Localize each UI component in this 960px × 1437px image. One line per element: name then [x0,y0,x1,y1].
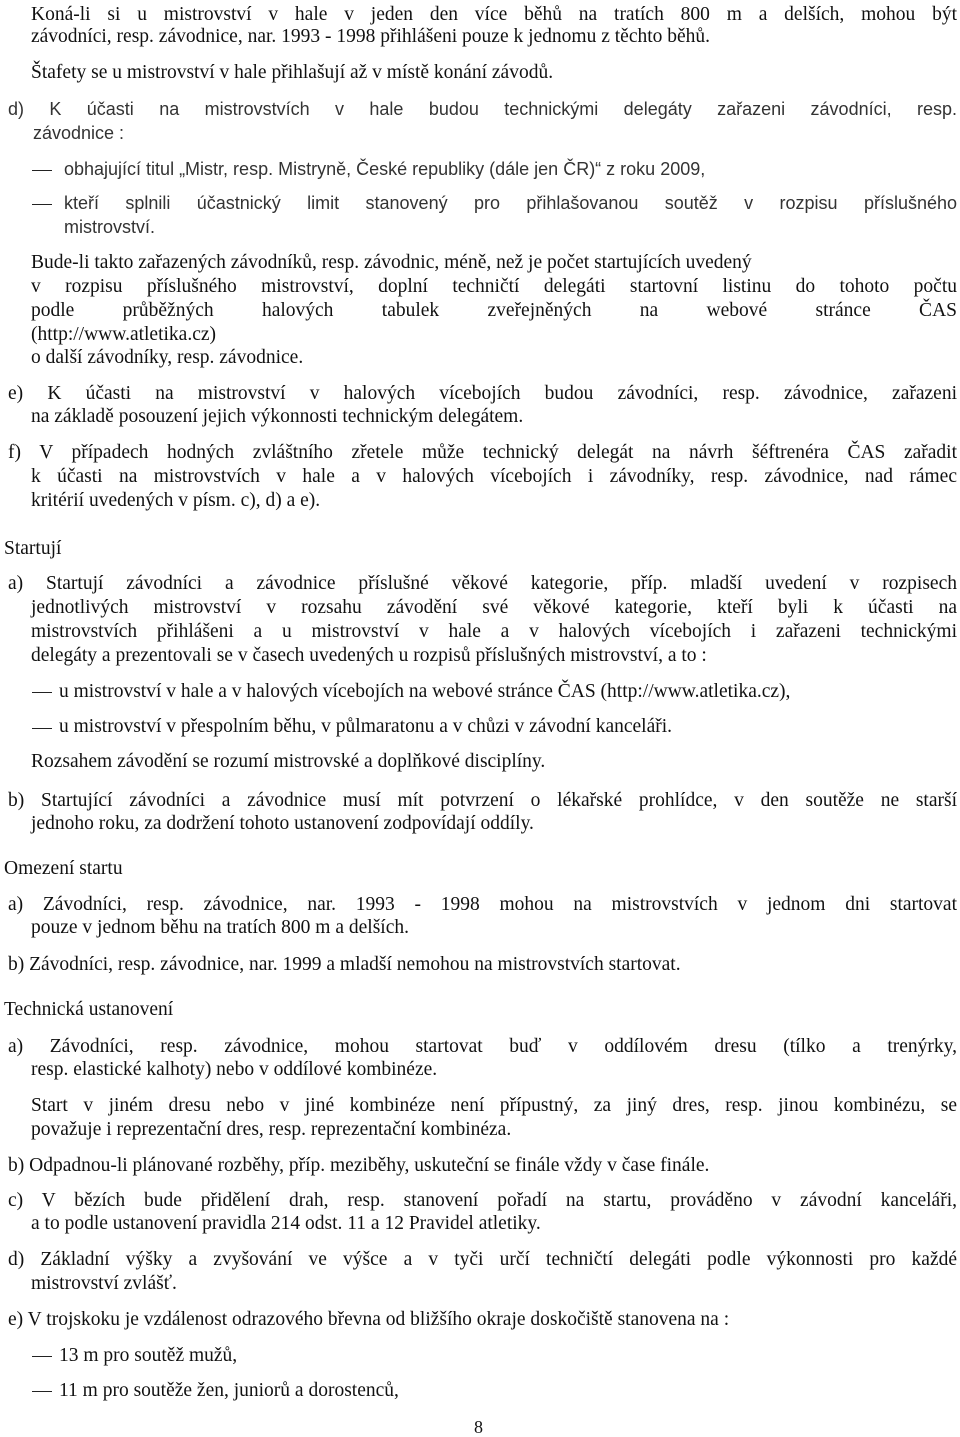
list-item: u mistrovství v přespolním běhu, v půlmaratonu a v chůzi v závodní kanceláři. [59,716,673,737]
paragraph-line: Štafety se u mistrovství v hale přihlašují až v místě konání závodů. [31,62,554,83]
item-d-line: d) Základní výšky a zvyšování ve výšce a v tyči určí techničtí delegáti podle výkonnosti pro každé [8,1249,957,1270]
dash-bullet [32,170,52,171]
item-a-line: jednotlivých mistrovství v rozsahu závodění své věkové kategorie, kteří byli k účasti na [31,597,957,618]
item-d-line: závodnice : [33,123,125,143]
dash-bullet [32,1356,52,1357]
paragraph-line: o další závodníky, resp. závodnice. [31,347,304,368]
item-c-line: a to podle ustanovení pravidla 214 odst. 11 a 12 Pravidel atletiky. [31,1213,541,1234]
item-a-line: a) Závodníci, resp. závodnice, mohou startovat buď v oddílovém dresu (tílko a trenýrky, [8,1036,957,1057]
item-c-line: c) V bězích bude přidělení drah, resp. stanovení pořadí na startu, prováděno v závodní kanceláři, [8,1190,957,1211]
dash-bullet [32,204,52,205]
paragraph-line: podle průběžných halových tabulek zveřejněných na webové stránce ČAS [31,300,957,321]
item-a-line: a) Startují závodníci a závodnice příslušné věkové kategorie, příp. mladší uvedení v rozpisech [8,573,957,594]
item-d-line: mistrovství zvlášť. [31,1273,177,1294]
paragraph-line: Koná-li si u mistrovství v hale v jeden den více běhů na tratích 800 m a delších, mohou být [31,4,957,25]
paragraph-line: Start v jiném dresu nebo v jiné kombinéze není přípustný, za jiný dres, resp. jinou kombinézu, se [31,1095,957,1116]
item-e-line: na základě posouzení jejich výkonnosti technickým delegátem. [31,406,524,427]
item-b-line: jednoho roku, za dodržení tohoto ustanovení zodpovídají oddíly. [31,813,534,834]
dash-bullet [32,692,52,693]
item-a-line: pouze v jednom běhu na tratích 800 m a delších. [31,917,409,938]
item-a-line: resp. elastické kalhoty) nebo v oddílové kombinéze. [31,1059,438,1080]
item-f-line: kritérií uvedených v písm. c), d) a e). [31,490,321,511]
item-b-line: b) Startující závodníci a závodnice musí mít potvrzení o lékařské prohlídce, v den soutěže ne starší [8,790,957,811]
list-item: mistrovství. [64,217,156,237]
paragraph-line: závodníci, resp. závodnice, nar. 1993 - 1998 přihlášeni pouze k jednomu z těchto běhů. [31,26,711,47]
list-item: 13 m pro soutěž mužů, [59,1345,238,1366]
paragraph-line: Bude-li takto zařazených závodníků, resp. závodnic, méně, než je počet startujících uvedený [31,252,752,273]
section-heading: Technická ustanovení [4,999,174,1020]
paragraph-line: Rozsahem závodění se rozumí mistrovské a doplňkové disciplíny. [31,751,546,772]
item-a-line: delegáty a prezentovali se v časech uvedených u rozpisů příslušných mistrovství, a to : [31,645,707,666]
dash-bullet [32,728,52,729]
page-number: 8 [474,1417,483,1437]
item-d-line: d) K účasti na mistrovstvích v hale budou technickými delegáty zařazeni závodníci, resp. [8,99,957,119]
item-e-line: e) K účasti na mistrovství v halových vícebojích budou závodníci, resp. závodnice, zařazeni [8,383,957,404]
list-item: u mistrovství v hale a v halových vícebojích na webové stránce ČAS (http://www.atletika.cz), [59,681,791,702]
dash-bullet [32,1391,52,1392]
list-item: kteří splnili účastnický limit stanovený pro přihlašovanou soutěž v rozpisu příslušného [64,193,957,213]
item-f-line: k účasti na mistrovstvích v hale a v halových vícebojích i závodníky, resp. závodnice, nad rámec [31,466,957,487]
item-a-line: mistrovstvích přihlášeni a u mistrovství v hale a v halových vícebojích i zařazeni technickými [31,621,957,642]
list-item: obhajující titul „Mistr, resp. Mistryně, České republiky (dále jen ČR)“ z roku 2009, [64,159,706,179]
paragraph-line: v rozpisu příslušného mistrovství, doplní techničtí delegáti startovní listinu do tohoto počtu [31,276,957,297]
item-a-line: a) Závodníci, resp. závodnice, nar. 1993 - 1998 mohou na mistrovstvích v jednom dni startovat [8,894,957,915]
item-b-line: b) Odpadnou-li plánované rozběhy, příp. meziběhy, uskuteční se finále vždy v čase finále. [8,1155,710,1176]
paragraph-line: (http://www.atletika.cz) [31,324,217,345]
paragraph-line: považuje i reprezentační dres, resp. reprezentační kombinéza. [31,1119,512,1140]
section-heading: Startují [4,538,62,559]
item-e-line: e) V trojskoku je vzdálenost odrazového břevna od bližšího okraje doskočiště stanovena na : [8,1309,730,1330]
item-f-line: f) V případech hodných zvláštního zřetele může technický delegát na návrh šéftrenéra ČAS zařadit [8,442,957,463]
item-b-line: b) Závodníci, resp. závodnice, nar. 1999 a mladší nemohou na mistrovstvích startovat. [8,954,681,975]
section-heading: Omezení startu [4,858,123,879]
list-item: 11 m pro soutěže žen, juniorů a dorostenců, [59,1380,399,1401]
